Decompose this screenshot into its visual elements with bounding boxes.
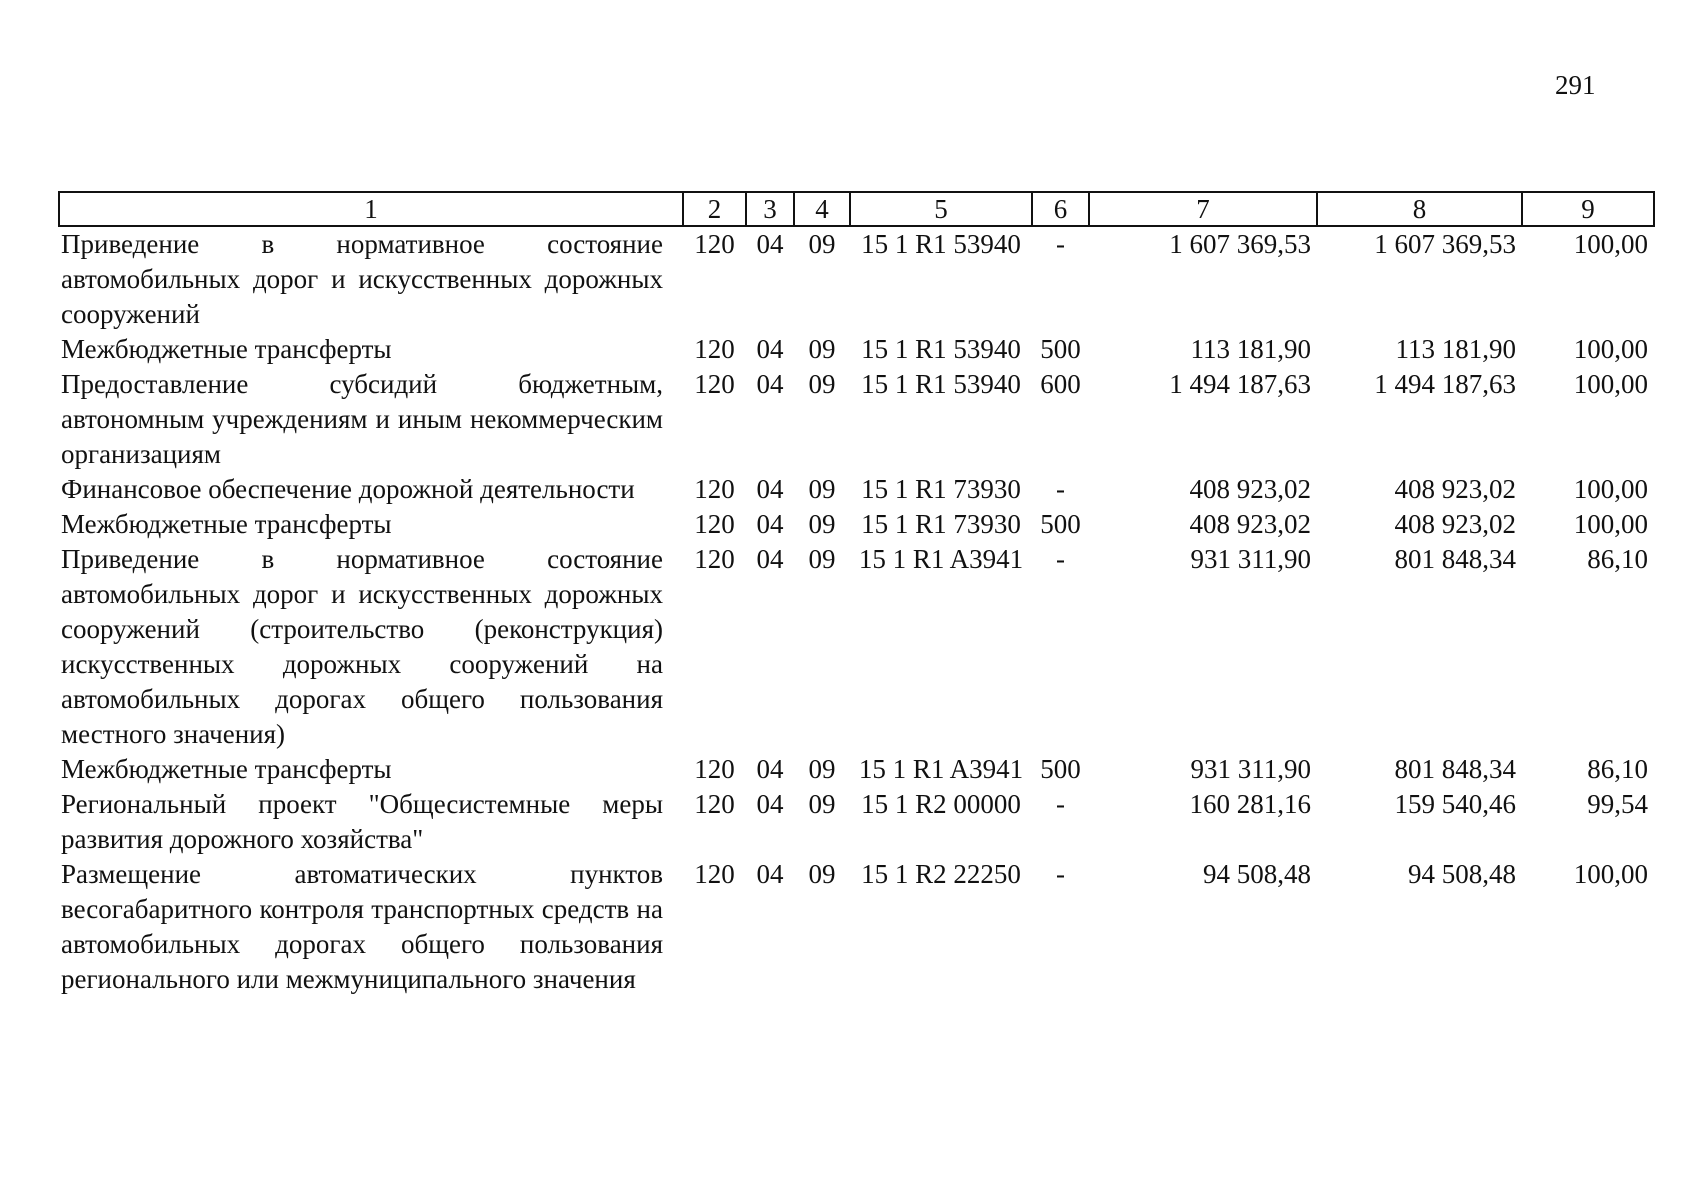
- header-cell-1: 1: [59, 192, 683, 226]
- cell-col3: 04: [756, 334, 784, 364]
- cell-col8: 113 181,90: [1395, 334, 1516, 364]
- cell-col2: 120: [694, 509, 735, 539]
- cell-col7: 408 923,02: [1189, 474, 1311, 504]
- cell-col2: 120: [694, 369, 735, 399]
- header-cell-6: 6: [1032, 192, 1089, 226]
- cell-col6: -: [1056, 859, 1065, 889]
- cell-col6: 500: [1040, 334, 1081, 364]
- cell-col9: 99,54: [1587, 789, 1648, 819]
- cell-col2: 120: [694, 474, 735, 504]
- row-name: Размещение автоматических пунктов весогабаритного контроля транспортных средств на автомобильных дорогах общего пользования регионального или межмуниципального значения: [61, 859, 663, 994]
- cell-col5: 15 1 R1 53940: [861, 229, 1021, 259]
- cell-col4: 09: [808, 544, 836, 574]
- cell-col4: 09: [808, 229, 836, 259]
- cell-col5: 15 1 R1 73930: [861, 474, 1021, 504]
- header-cell-9: 9: [1522, 192, 1654, 226]
- row-name: Межбюджетные трансферты: [61, 754, 392, 784]
- cell-col7: 931 311,90: [1190, 754, 1311, 784]
- cell-col9: 100,00: [1573, 474, 1648, 504]
- cell-col6: -: [1056, 474, 1065, 504]
- header-cell-4: 4: [794, 192, 850, 226]
- cell-col9: 100,00: [1573, 369, 1648, 399]
- cell-col3: 04: [756, 754, 784, 784]
- row-name: Межбюджетные трансферты: [61, 509, 392, 539]
- cell-col7: 931 311,90: [1190, 544, 1311, 574]
- row-name: Предоставление субсидий бюджетным, автономным учреждениям и иным некоммерческим организациям: [61, 369, 663, 469]
- cell-col8: 159 540,46: [1394, 789, 1516, 819]
- cell-col8: 801 848,34: [1394, 544, 1516, 574]
- cell-col3: 04: [756, 474, 784, 504]
- row-name: Региональный проект "Общесистемные меры развития дорожного хозяйства": [61, 789, 663, 854]
- header-cell-2: 2: [683, 192, 746, 226]
- cell-col5: 15 1 R1 A3941: [858, 754, 1024, 784]
- budget-table: [58, 191, 1655, 997]
- header-cell-5: 5: [850, 192, 1032, 226]
- header-cell-3: 3: [746, 192, 794, 226]
- cell-col6: -: [1056, 544, 1065, 574]
- cell-col5: 15 1 R1 73930: [861, 509, 1021, 539]
- cell-col4: 09: [808, 859, 836, 889]
- cell-col7: 408 923,02: [1189, 509, 1311, 539]
- cell-col2: 120: [694, 229, 735, 259]
- table-body: [59, 226, 1654, 997]
- table-row: [59, 787, 1654, 857]
- cell-col7: 1 494 187,63: [1169, 369, 1311, 399]
- cell-col8: 408 923,02: [1394, 474, 1516, 504]
- table-row: [59, 857, 1654, 997]
- cell-col5: 15 1 R2 22250: [861, 859, 1021, 889]
- table-row: [59, 542, 1654, 752]
- row-name: Приведение в нормативное состояние автомобильных дорог и искусственных дорожных сооружений: [61, 229, 663, 329]
- cell-col9: 100,00: [1573, 859, 1648, 889]
- cell-col6: 500: [1040, 509, 1081, 539]
- table-row: [59, 367, 1654, 472]
- row-name: Финансовое обеспечение дорожной деятельности: [61, 474, 635, 504]
- cell-col6: -: [1056, 229, 1065, 259]
- cell-col9: 100,00: [1573, 509, 1648, 539]
- cell-col4: 09: [808, 789, 836, 819]
- cell-col3: 04: [756, 859, 784, 889]
- cell-col9: 86,10: [1587, 544, 1648, 574]
- cell-col5: 15 1 R1 A3941: [858, 544, 1024, 574]
- cell-col4: 09: [808, 754, 836, 784]
- cell-col3: 04: [756, 229, 784, 259]
- cell-col4: 09: [808, 369, 836, 399]
- cell-col6: -: [1056, 789, 1065, 819]
- cell-col2: 120: [694, 334, 735, 364]
- row-name: Межбюджетные трансферты: [61, 334, 392, 364]
- cell-col8: 94 508,48: [1408, 859, 1516, 889]
- cell-col7: 113 181,90: [1190, 334, 1311, 364]
- cell-col5: 15 1 R1 53940: [861, 334, 1021, 364]
- table-row: [59, 472, 1654, 507]
- cell-col3: 04: [756, 369, 784, 399]
- page-number: 291: [1555, 70, 1596, 100]
- cell-col9: 100,00: [1573, 229, 1648, 259]
- cell-col7: 94 508,48: [1203, 859, 1311, 889]
- table-row: [59, 332, 1654, 367]
- cell-col9: 100,00: [1573, 334, 1648, 364]
- cell-col2: 120: [694, 754, 735, 784]
- cell-col2: 120: [694, 544, 735, 574]
- cell-col7: 160 281,16: [1189, 789, 1311, 819]
- cell-col3: 04: [756, 789, 784, 819]
- table-row: [59, 752, 1654, 787]
- cell-col4: 09: [808, 474, 836, 504]
- header-row: [59, 192, 1654, 226]
- header-cell-8: 8: [1317, 192, 1522, 226]
- cell-col4: 09: [808, 509, 836, 539]
- cell-col6: 600: [1040, 369, 1081, 399]
- cell-col2: 120: [694, 859, 735, 889]
- cell-col7: 1 607 369,53: [1169, 229, 1311, 259]
- table-header: [59, 192, 1654, 226]
- row-name: Приведение в нормативное состояние автомобильных дорог и искусственных дорожных сооружений (строительство (реконструкция) искусственных дорожных сооружений на автомобильных дорогах общего пользования местного значения): [61, 544, 663, 749]
- table-row: [59, 507, 1654, 542]
- cell-col3: 04: [756, 544, 784, 574]
- cell-col8: 801 848,34: [1394, 754, 1516, 784]
- cell-col8: 408 923,02: [1394, 509, 1516, 539]
- cell-col8: 1 607 369,53: [1374, 229, 1516, 259]
- cell-col4: 09: [808, 334, 836, 364]
- table-row: [59, 226, 1654, 332]
- header-cell-7: 7: [1089, 192, 1317, 226]
- cell-col6: 500: [1040, 754, 1081, 784]
- cell-col2: 120: [694, 789, 735, 819]
- cell-col3: 04: [756, 509, 784, 539]
- cell-col5: 15 1 R2 00000: [861, 789, 1021, 819]
- cell-col8: 1 494 187,63: [1374, 369, 1516, 399]
- cell-col5: 15 1 R1 53940: [861, 369, 1021, 399]
- cell-col9: 86,10: [1587, 754, 1648, 784]
